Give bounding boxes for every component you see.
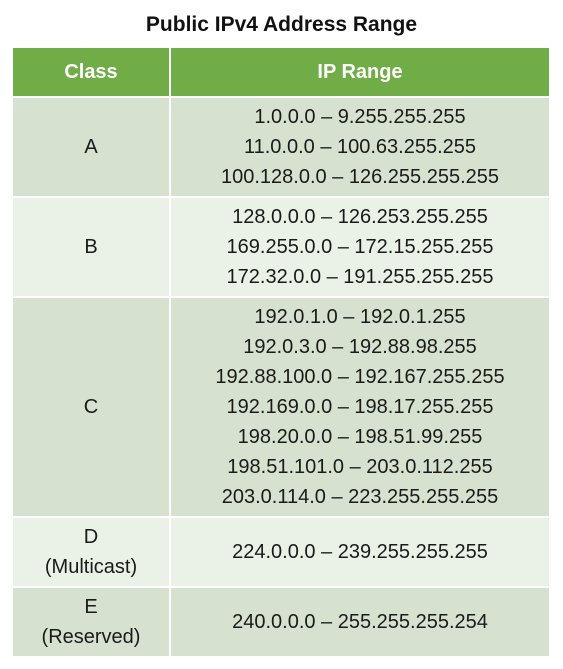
- ip-range-line: 192.169.0.0 – 198.17.255.255: [226, 396, 494, 418]
- ip-range-cell: [170, 517, 550, 587]
- ip-range-line: 240.0.0.0 – 255.255.255.254: [232, 611, 488, 633]
- column-header-ip-range: IP Range: [170, 47, 550, 97]
- table-row-class-c: [12, 297, 550, 517]
- ip-range-cell: [170, 297, 550, 517]
- class-name: D: [83, 526, 99, 548]
- class-cell: [12, 97, 170, 197]
- ip-range-line: 192.0.3.0 – 192.88.98.255: [243, 336, 477, 358]
- class-cell: [12, 517, 170, 587]
- ip-range-line: 1.0.0.0 – 9.255.255.255: [254, 106, 466, 128]
- ip-range-line: 198.20.0.0 – 198.51.99.255: [237, 426, 483, 448]
- table-row-class-e: [12, 587, 550, 657]
- table-row-class-b: [12, 197, 550, 297]
- ip-range-line: 169.255.0.0 – 172.15.255.255: [226, 236, 494, 258]
- class-name: E: [84, 596, 98, 618]
- class-name: A: [84, 136, 98, 158]
- class-cell: [12, 297, 170, 517]
- class-name: C: [83, 396, 99, 418]
- class-name: B: [84, 236, 98, 258]
- ip-range-line: 198.51.101.0 – 203.0.112.255: [227, 456, 493, 478]
- ip-range-cell: [170, 587, 550, 657]
- class-cell: [12, 197, 170, 297]
- ip-range-cell: [170, 97, 550, 197]
- class-note: (Multicast): [44, 556, 138, 578]
- ip-range-cell: [170, 197, 550, 297]
- table-header-row: [12, 47, 550, 97]
- ip-range-line: 224.0.0.0 – 239.255.255.255: [232, 541, 488, 563]
- column-header-class: Class: [12, 47, 170, 97]
- ip-range-line: 11.0.0.0 – 100.63.255.255: [243, 136, 477, 158]
- ip-range-line: 203.0.114.0 – 223.255.255.255: [221, 486, 499, 508]
- ip-range-line: 100.128.0.0 – 126.255.255.255: [220, 166, 500, 188]
- table-row-class-a: [12, 97, 550, 197]
- ip-range-line: 192.0.1.0 – 192.0.1.255: [254, 306, 466, 328]
- class-cell: [12, 587, 170, 657]
- ip-range-line: 192.88.100.0 – 192.167.255.255: [215, 366, 505, 388]
- ip-range-line: 172.32.0.0 – 191.255.255.255: [226, 266, 494, 288]
- class-note: (Reserved): [41, 626, 141, 648]
- ip-range-line: 128.0.0.0 – 126.253.255.255: [232, 206, 488, 228]
- ip-range-table: [11, 46, 551, 658]
- table-row-class-d: [12, 517, 550, 587]
- page-title: Public IPv4 Address Range: [145, 13, 418, 36]
